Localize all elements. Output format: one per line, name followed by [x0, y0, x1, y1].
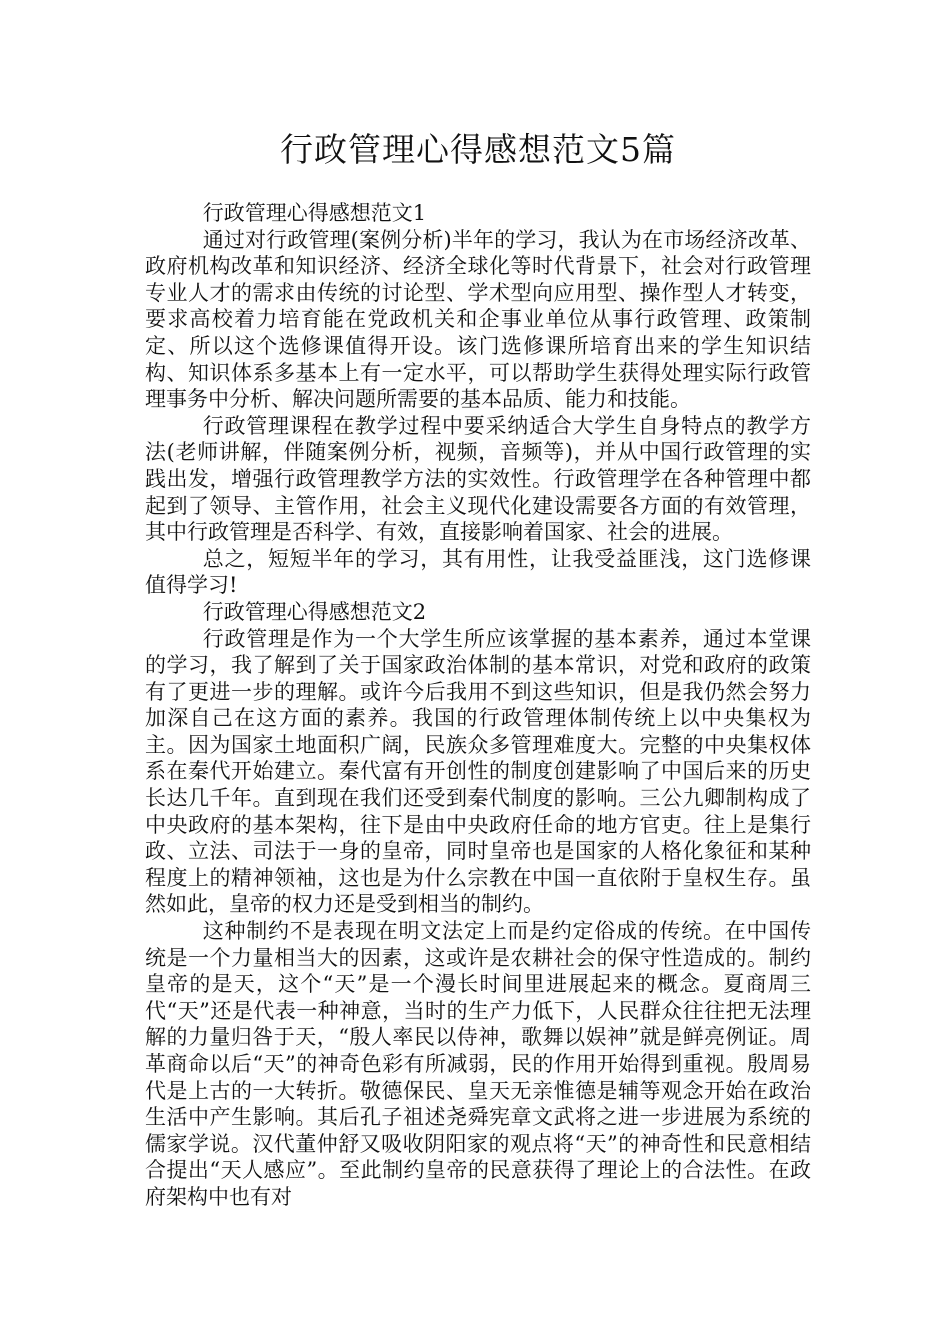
section-heading-2: 行政管理心得感想范文2 [202, 599, 427, 624]
section-heading-1: 行政管理心得感想范文1 [202, 201, 427, 225]
body-paragraph: 行政管理是作为一个大学生所应该掌握的基本素养，通过本堂课的学习，我了解到了关于国家政治体制的基本常识，对党和政府的政策有了更进一步的理解。或许今后我用不到这些知识，但是我仍然会努力加深自己在这方面的素养。我国的行政管理体制传统上以中央集权为主。因为国家土地面积广阔，民族众多管理难度大。完整的中央集权体系在秦代开始建立。秦代富有开创性的制度创建影响了中国后来的历史长达几千年。直到现在我们还受到秦代制度的影响。三公九卿制构成了中央政府的基本架构，往下是由中央政府任命的地方官吏。往上是集行政、立法、司法于一身的皇帝，同时皇帝也是国家的人格化象征和某种程度上的精神领袖，这也是为什么宗教在中国一直依附于皇权生存。虽然如此，皇帝的权力还是受到相当的制约。 [145, 626, 811, 917]
body-paragraph: 总之，短短半年的学习，其有用性，让我受益匪浅，这门选修课值得学习! [145, 546, 811, 598]
document-page [145, 128, 811, 1211]
body-paragraph: 行政管理课程在教学过程中要采纳适合大学生自身特点的教学方法(老师讲解，伴随案例分析，视频，音频等)，并从中国行政管理的实践出发，增强行政管理教学方法的实效性。行政管理学在各种管理中都起到了领导、主管作用，社会主义现代化建设需要各方面的有效管理，其中行政管理是否科学、有效，直接影响着国家、社会的进展。 [145, 413, 811, 545]
body-paragraph: 通过对行政管理(案例分析)半年的学习，我认为在市场经济改革、政府机构改革和知识经济、经济全球化等时代背景下，社会对行政管理专业人才的需求由传统的讨论型、学术型向应用型、操作型人才转变，要求高校着力培育能在党政机关和企事业单位从事行政管理、政策制定、所以这个选修课值得开设。该门选修课所培育出来的学生知识结构、知识体系多基本上有一定水平，可以帮助学生获得处理实际行政管理事务中分析、解决问题所需要的基本品质、能力和技能。 [145, 227, 811, 412]
document-title: 行政管理心得感想范文5篇 [280, 130, 676, 169]
body-paragraph: 这种制约不是表现在明文法定上而是约定俗成的传统。在中国传统是一个力量相当大的因素，这或许是农耕社会的保守性造成的。制约皇帝的是天，这个“天”是一个漫长时间里进展起来的概念。夏商周三代“天”还是代表一种神意，当时的生产力低下，人民群众往往把无法理解的力量归咎于天，“殷人率民以侍神，歌舞以娱神”就是鲜亮例证。周革商命以后“天”的神奇色彩有所减弱，民的作用开始得到重视。殷周易代是上古的一大转折。敬德保民、皇天无亲惟德是辅等观念开始在政治生活中产生影响。其后孔子祖述尧舜宪章文武将之进一步进展为系统的儒家学说。汉代董仲舒又吸收阴阳家的观点将“天”的神奇性和民意相结合提出“天人感应”。至此制约皇帝的民意获得了理论上的合法性。在政府架构中也有对 [145, 919, 811, 1209]
document-body [145, 200, 811, 1211]
